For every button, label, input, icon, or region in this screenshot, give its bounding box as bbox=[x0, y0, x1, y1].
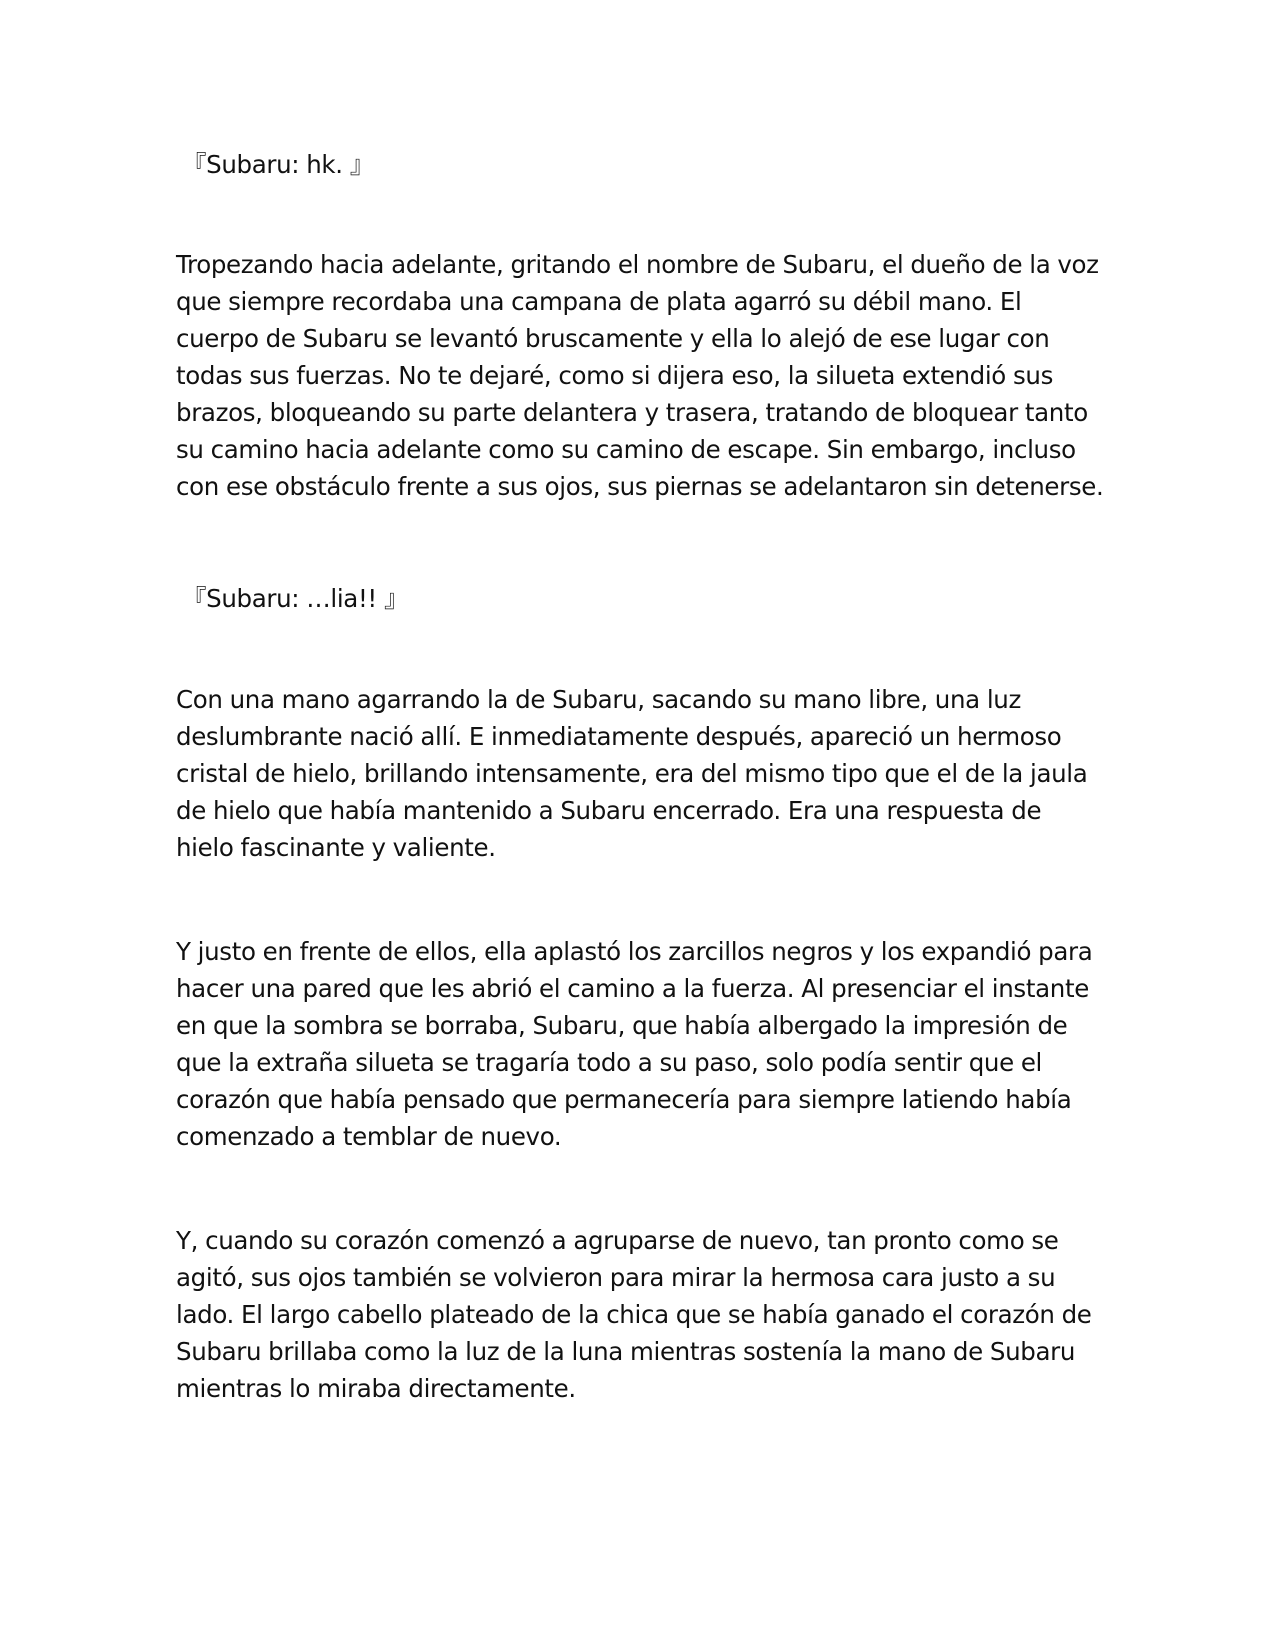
paragraph-line: cristal de hielo, brillando intensamente, era del mismo tipo que el de la jaula bbox=[176, 759, 1088, 788]
paragraph-line: en que la sombra se borraba, Subaru, que había albergado la impresión de bbox=[176, 1011, 1068, 1040]
paragraph-line: agitó, sus ojos también se volvieron para mirar la hermosa cara justo a su bbox=[176, 1263, 1056, 1292]
dialogue-line: 『Subaru: …lia!! 』 bbox=[182, 584, 409, 613]
paragraph-line: que siempre recordaba una campana de plata agarró su débil mano. El bbox=[176, 287, 1022, 316]
paragraph-line: Y justo en frente de ellos, ella aplastó los zarcillos negros y los expandió para bbox=[176, 937, 1093, 966]
paragraph-line: todas sus fuerzas. No te dejaré, como si dijera eso, la silueta extendió sus bbox=[176, 361, 1053, 390]
dialogue-line: 『Subaru: hk. 』 bbox=[182, 150, 374, 179]
paragraph-line: con ese obstáculo frente a sus ojos, sus piernas se adelantaron sin detenerse. bbox=[176, 472, 1104, 501]
paragraph-line: de hielo que había mantenido a Subaru encerrado. Era una respuesta de bbox=[176, 796, 1042, 825]
paragraph-line: deslumbrante nació allí. E inmediatamente después, apareció un hermoso bbox=[176, 722, 1062, 751]
paragraph-line: brazos, bloqueando su parte delantera y trasera, tratando de bloquear tanto bbox=[176, 398, 1088, 427]
paragraph-line: Con una mano agarrando la de Subaru, sacando su mano libre, una luz bbox=[176, 685, 1021, 714]
paragraph-line: Y, cuando su corazón comenzó a agruparse de nuevo, tan pronto como se bbox=[176, 1226, 1059, 1255]
paragraph-line: Tropezando hacia adelante, gritando el nombre de Subaru, el dueño de la voz bbox=[176, 250, 1099, 279]
paragraph-line: hielo fascinante y valiente. bbox=[176, 833, 496, 862]
paragraph-line: comenzado a temblar de nuevo. bbox=[176, 1122, 562, 1151]
paragraph-line: mientras lo miraba directamente. bbox=[176, 1374, 576, 1403]
paragraph-line: Subaru brillaba como la luz de la luna mientras sostenía la mano de Subaru bbox=[176, 1337, 1076, 1366]
paragraph-line: cuerpo de Subaru se levantó bruscamente y ella lo alejó de ese lugar con bbox=[176, 324, 1050, 353]
paragraph-line: hacer una pared que les abrió el camino a la fuerza. Al presenciar el instante bbox=[176, 974, 1089, 1003]
paragraph-line: lado. El largo cabello plateado de la chica que se había ganado el corazón de bbox=[176, 1300, 1092, 1329]
paragraph-line: su camino hacia adelante como su camino de escape. Sin embargo, incluso bbox=[176, 435, 1076, 464]
paragraph-line: que la extraña silueta se tragaría todo a su paso, solo podía sentir que el bbox=[176, 1048, 1043, 1077]
paragraph-line: corazón que había pensado que permanecería para siempre latiendo había bbox=[176, 1085, 1072, 1114]
